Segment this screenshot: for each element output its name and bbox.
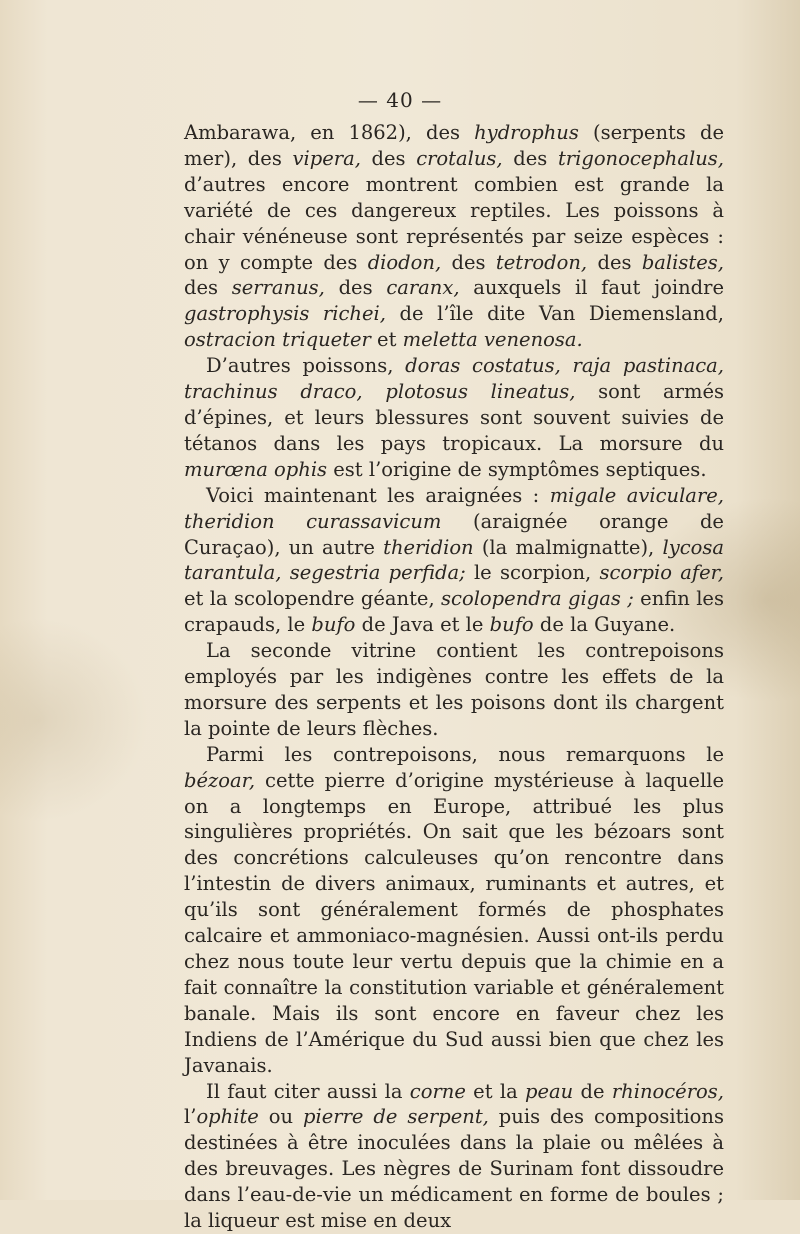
- italic-term: plotosus lineatus,: [385, 380, 576, 404]
- text-run: et la: [465, 1079, 526, 1103]
- italic-term: bézoar,: [184, 768, 256, 792]
- italic-term: trachinus draco,: [184, 380, 363, 404]
- italic-term: corne: [409, 1079, 466, 1103]
- text-run: cette pierre d’origine mystérieuse à laquelle on a longtemps en Europe, attribué les plus singulières propriétés. On sait que les bézoars sont des concrétions calculeuses qu’on rencontre dans l’intestin de divers animaux, ruminants et autres, et qu’ils sont généralement formés de phosphates calcaire et ammoniaco-magnésien. Aussi ont-ils perdu chez nous toute leur vertu depuis que la chimie en a fait connaître la constitution variable et généralement banale. Mais ils sont encore en faveur chez les Indiens de l’Amérique du Sud aussi bien que chez les Javanais.: [184, 768, 724, 1077]
- italic-term: hydrophus: [474, 121, 579, 144]
- text-run: et: [370, 328, 403, 352]
- text-run: (la malmignatte),: [473, 535, 663, 559]
- text-run: et la scolopendre géante,: [184, 587, 442, 611]
- body-text: [184, 120, 724, 1234]
- italic-term: murœna ophis: [184, 457, 328, 481]
- paragraph: [184, 483, 724, 638]
- text-run: (araignée orange de Curaçao), un autre: [184, 509, 724, 559]
- text-run: d’autres encore montrent combien est grande la variété de ces dangereux reptiles. Les poissons à chair vénéneuse sont représentés par seize espèces : on y compte des: [184, 172, 724, 274]
- italic-term: crotalus,: [416, 146, 503, 170]
- italic-term: tetrodon,: [495, 250, 588, 274]
- text-run: [363, 380, 386, 403]
- italic-term: rhinocéros,: [611, 1079, 724, 1103]
- text-run: de Java et le: [355, 613, 490, 637]
- text-run: auxquels il faut joindre: [459, 276, 724, 300]
- text-run: des: [360, 146, 417, 170]
- text-run: enfin les crapauds, le: [184, 587, 724, 637]
- text-run: ou: [258, 1105, 304, 1129]
- paragraph: [184, 120, 724, 353]
- italic-term: diodon,: [367, 250, 442, 274]
- text-run: [561, 354, 573, 377]
- text-run: de: [573, 1079, 612, 1103]
- text-run: D’autres poissons,: [206, 354, 406, 378]
- italic-term: migale aviculare,: [549, 483, 724, 507]
- page-number: — 40 —: [357, 88, 443, 112]
- italic-term: caranx,: [386, 276, 460, 300]
- italic-term: bufo: [311, 613, 356, 637]
- text-run: des: [324, 276, 387, 300]
- italic-term: meletta venenosa.: [402, 328, 583, 352]
- text-run: Ambarawa, en 1862), des: [184, 121, 475, 144]
- italic-term: theridion curassavicum: [184, 509, 442, 533]
- italic-term: ophite: [196, 1105, 259, 1129]
- text-run: des: [441, 250, 496, 274]
- italic-term: pierre de serpent,: [303, 1105, 489, 1129]
- italic-term: lycosa tarantula,: [184, 535, 724, 585]
- text-run: (serpents de mer), des: [184, 121, 724, 170]
- paragraph: [184, 638, 724, 742]
- text-run: des: [587, 250, 642, 274]
- text-run: des: [502, 146, 558, 170]
- italic-term: trigonocephalus,: [557, 146, 724, 170]
- text-run: des: [184, 276, 232, 300]
- paragraph: [184, 1079, 724, 1234]
- italic-term: segestria perfida;: [289, 561, 466, 585]
- italic-term: gastrophysis richei,: [184, 302, 386, 326]
- italic-term: theridion: [383, 535, 474, 559]
- italic-term: ostracion triqueter: [184, 328, 371, 352]
- paragraph: [184, 742, 724, 1079]
- italic-term: vipera,: [292, 146, 361, 170]
- text-run: de l’île dite Van Diemensland,: [385, 302, 724, 326]
- italic-term: scorpio afer,: [599, 561, 724, 585]
- paragraph: [184, 353, 724, 483]
- text-run: est l’origine de symptômes septiques.: [327, 457, 707, 481]
- italic-term: raja pastinaca,: [572, 354, 724, 378]
- italic-term: bufo: [489, 613, 534, 637]
- text-run: de la Guyane.: [533, 613, 676, 637]
- italic-term: peau: [525, 1079, 574, 1103]
- italic-term: serranus,: [231, 276, 325, 300]
- text-run: La seconde vitrine contient les contrepoisons employés par les indigènes contre les effets de la morsure des serpents et les poisons dont ils chargent la pointe de leurs flèches.: [184, 639, 724, 740]
- text-run: le scorpion,: [465, 561, 600, 585]
- italic-term: scolopendra gigas ;: [441, 587, 634, 611]
- text-run: Voici maintenant les araignées :: [206, 483, 550, 507]
- text-run: puis des compositions destinées à être inoculées dans la plaie ou mêlées à des breuvages. Les nègres de Surinam font dissoudre dans l’eau-de-vie un médicament en forme de boules ; la liqueur est mise en deux: [184, 1105, 724, 1233]
- text-run: l’: [184, 1105, 197, 1129]
- italic-term: doras costatus,: [405, 354, 561, 378]
- text-run: Il faut citer aussi la: [206, 1079, 410, 1103]
- text-run: sont armés d’épines, et leurs blessures sont souvent suivies de tétanos dans les pays tropicaux. La morsure du: [184, 380, 725, 455]
- text-run: Parmi les contrepoisons, nous remarquons le: [206, 742, 724, 766]
- text-run: [281, 561, 289, 584]
- italic-term: balistes,: [641, 250, 724, 274]
